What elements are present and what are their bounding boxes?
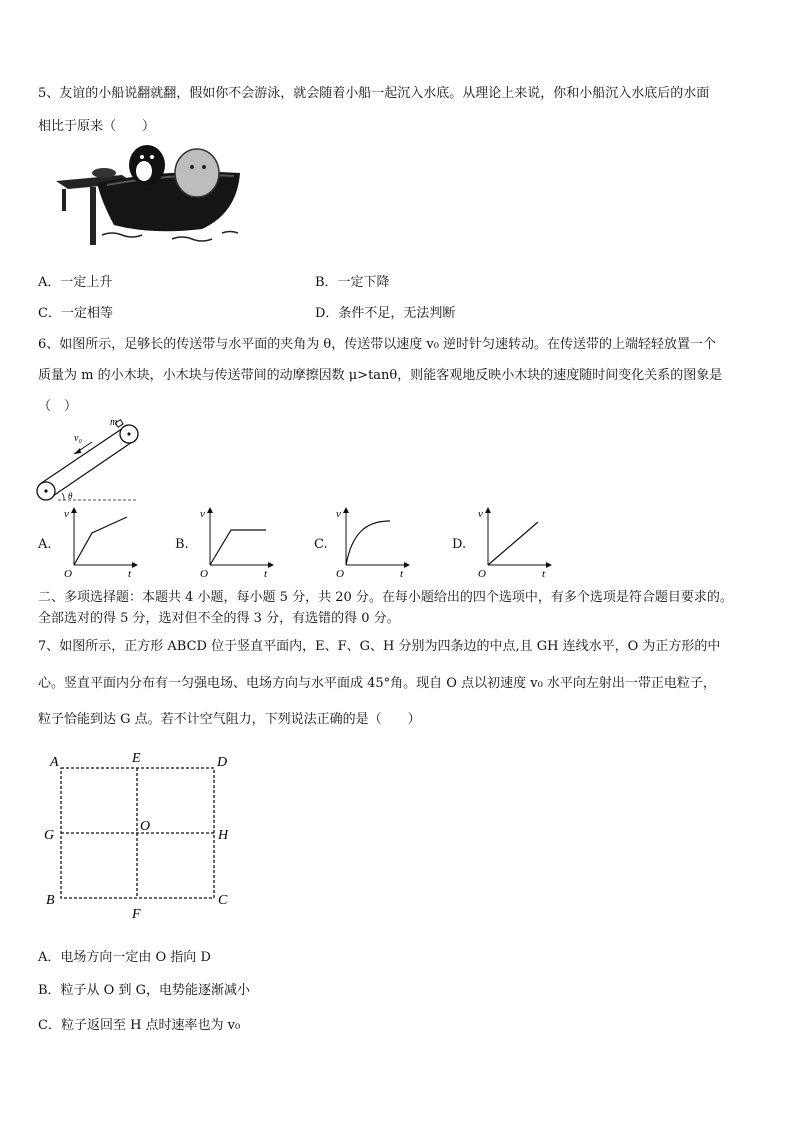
point-d-label: D	[217, 755, 228, 770]
svg-text:v: v	[200, 508, 205, 520]
svg-text:t: t	[400, 568, 404, 580]
q7-stem-line3: 粒子恰能到达 G 点。若不计空气阻力，下列说法正确的是（ ）	[38, 712, 421, 727]
angle-label: θ	[68, 491, 73, 501]
graph-d	[476, 505, 554, 583]
conveyor-belt-figure	[34, 415, 144, 505]
svg-text:t: t	[264, 568, 268, 580]
section2-instructions-line2: 全部选对的得 5 分，选对但不全的得 3 分，有选错的得 0 分。	[38, 611, 400, 626]
square-abcd-figure	[40, 748, 240, 923]
svg-text:v: v	[64, 508, 69, 520]
graph-a	[62, 505, 140, 583]
velocity-label: v₀	[74, 433, 82, 444]
q5-option-d: D．条件不足，无法判断	[315, 306, 456, 321]
svg-text:O: O	[478, 568, 486, 580]
point-g-label: G	[44, 828, 55, 843]
q6-stem-line1: 6、如图所示，足够长的传送带与水平面的夹角为 θ，传送带以速度 v₀ 逆时针匀速转动。在传送带的上端轻轻放置一个	[38, 337, 717, 352]
svg-text:t: t	[542, 568, 546, 580]
q6-option-a: A.	[38, 537, 52, 552]
q5-stem-line2: 相比于原来（ ）	[38, 119, 156, 134]
svg-text:v: v	[478, 508, 483, 520]
point-a-label: A	[50, 755, 59, 770]
q6-option-b: B.	[175, 537, 189, 552]
q7-stem-line2: 心。竖直平面内分布有一匀强电场、电场方向与水平面成 45°角。现自 O 点以初速度 v₀ 水平向左射出一带正电粒子，	[38, 676, 716, 691]
q5-stem-line1: 5、友谊的小船说翻就翻，假如你不会游泳，就会随着小船一起沉入水底。从理论上来说，你和小船沉入水底后的水面	[38, 86, 710, 101]
svg-text:O: O	[200, 568, 208, 580]
point-o-label: O	[140, 819, 151, 834]
graph-c	[334, 505, 412, 583]
section2-instructions-line1: 二、多项选择题：本题共 4 小题，每小题 5 分，共 20 分。在每小题给出的四个选项中，有多个选项是符合题目要求的。	[38, 590, 733, 605]
q5-option-c: C．一定相等	[38, 306, 113, 321]
graph-b	[198, 505, 276, 583]
point-h-label: H	[218, 828, 229, 843]
q6-option-d: D.	[452, 537, 467, 552]
mass-label: m	[110, 417, 118, 428]
q6-stem-line3: （ ）	[38, 399, 78, 414]
q7-option-c: C．粒子返回至 H 点时速率也为 v₀	[38, 1018, 241, 1033]
point-e-label: E	[132, 751, 141, 766]
svg-text:v: v	[336, 508, 341, 520]
q7-option-b: B．粒子从 O 到 G，电势能逐渐减小	[38, 983, 250, 998]
q6-option-c: C.	[314, 537, 328, 552]
point-f-label: F	[132, 907, 141, 922]
boat-illustration	[52, 143, 247, 248]
svg-text:O: O	[336, 568, 344, 580]
q7-stem-line1: 7、如图所示，正方形 ABCD 位于竖直平面内，E、F、G、H 分别为四条边的中点,且 GH 连线水平，O 为正方形的中	[38, 639, 721, 654]
point-c-label: C	[218, 893, 228, 908]
svg-text:O: O	[64, 568, 72, 580]
q5-option-a: A．一定上升	[38, 275, 113, 290]
q5-option-b: B．一定下降	[315, 275, 390, 290]
q7-option-a: A．电场方向一定由 O 指向 D	[38, 950, 211, 965]
svg-text:t: t	[128, 568, 132, 580]
point-b-label: B	[46, 893, 55, 908]
q6-stem-line2: 质量为 m 的小木块，小木块与传送带间的动摩擦因数 μ>tanθ，则能客观地反映小木块的速度随时间变化关系的图象是	[38, 368, 723, 383]
